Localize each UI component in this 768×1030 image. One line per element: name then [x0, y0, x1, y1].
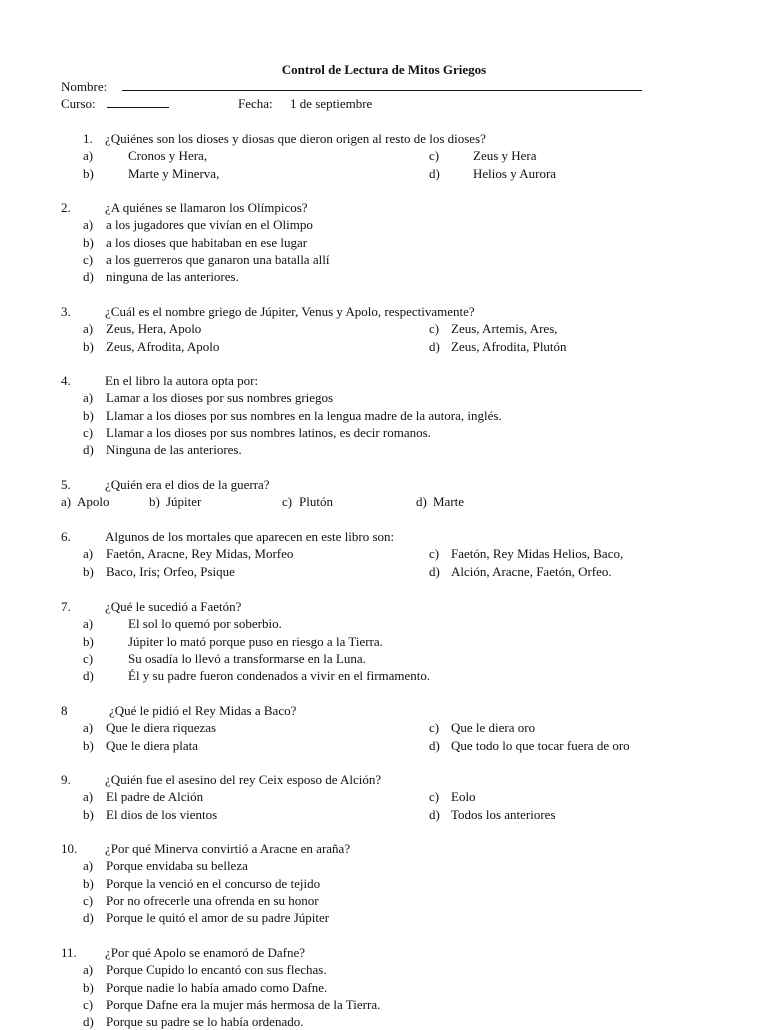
question-number: 4. — [61, 373, 71, 388]
option-row — [61, 806, 741, 823]
option-text[interactable]: Lamar a los dioses por sus nombres griegos — [106, 390, 334, 406]
option-text[interactable]: Porque la venció en el concurso de tejido — [106, 875, 321, 891]
option-text[interactable]: Baco, Iris; Orfeo, Psique — [106, 563, 235, 579]
option-row — [61, 493, 741, 510]
option-text[interactable]: Zeus, Afrodita, Apolo — [106, 338, 220, 354]
option-row — [61, 563, 741, 580]
option-text[interactable]: Faetón, Rey Midas Helios, Baco, — [451, 546, 624, 562]
option-letter: d) — [83, 1014, 94, 1030]
option-row — [61, 1013, 741, 1030]
question-number: 7. — [61, 599, 71, 614]
option-text[interactable]: Porque envidaba su belleza — [106, 858, 248, 874]
option-row — [61, 961, 741, 978]
question-stem — [61, 303, 741, 320]
question-number: 6. — [61, 529, 71, 544]
question-11 — [61, 944, 741, 1030]
option-letter: c) — [429, 720, 440, 736]
option-row — [61, 268, 741, 285]
question-stem — [61, 476, 741, 493]
option-text[interactable]: Ninguna de las anteriores. — [106, 442, 242, 458]
nombre-label: Nombre: — [61, 79, 108, 94]
nombre-field[interactable] — [122, 78, 642, 91]
question-text: ¿Quiénes son los dioses y diosas que dieron origen al resto de los dioses? — [105, 131, 486, 146]
option-row — [61, 650, 741, 667]
option-row — [61, 737, 741, 754]
option-letter: c) — [83, 892, 94, 908]
question-text: ¿Quién era el dios de la guerra? — [105, 477, 270, 492]
option-letter: b) — [83, 806, 94, 822]
option-text[interactable]: ninguna de las anteriores. — [106, 269, 239, 285]
option-letter: a) — [83, 720, 94, 736]
question-stem — [61, 771, 741, 788]
option-text[interactable]: Porque nadie lo había amado como Dafne. — [106, 979, 328, 995]
question-5 — [61, 476, 741, 511]
option-text[interactable]: a los guerreros que ganaron una batalla allí — [106, 251, 330, 267]
question-number: 11. — [61, 945, 77, 960]
option-row — [61, 788, 741, 805]
question-1 — [61, 130, 741, 182]
option-letter: c) — [429, 321, 440, 337]
option-row — [61, 338, 741, 355]
option-row — [61, 251, 741, 268]
option-text[interactable]: Cronos y Hera, — [128, 148, 208, 164]
option-letter: c) — [83, 650, 94, 666]
option-text[interactable]: Llamar a los dioses por sus nombres en la lengua madre de la autora, inglés. — [106, 407, 502, 423]
option-text[interactable]: Que le diera plata — [106, 737, 199, 753]
option-letter: b) — [83, 234, 94, 250]
option-letter: c) — [429, 789, 440, 805]
option-row — [61, 633, 741, 650]
question-stem — [61, 598, 741, 615]
option-letter: d) — [429, 165, 440, 181]
option-text[interactable]: Faetón, Aracne, Rey Midas, Morfeo — [106, 546, 294, 562]
option-text[interactable]: Porque su padre se lo había ordenado. — [106, 1014, 304, 1030]
option-text[interactable]: a los jugadores que vivían en el Olimpo — [106, 217, 313, 233]
question-stem — [61, 944, 741, 961]
option-letter: a) — [83, 148, 94, 164]
option-row — [61, 441, 741, 458]
option-letter: a) — [83, 390, 94, 406]
question-7 — [61, 598, 741, 684]
option-letter: a) — [83, 789, 94, 805]
question-2 — [61, 199, 741, 285]
option-letter: d) — [429, 563, 440, 579]
question-text: ¿Qué le sucedió a Faetón? — [105, 599, 242, 614]
question-6 — [61, 528, 741, 580]
option-text[interactable]: Que le diera oro — [451, 720, 536, 736]
option-letter: b) — [83, 338, 94, 354]
option-letter: d) — [83, 442, 94, 458]
option-row — [61, 857, 741, 874]
option-text[interactable]: Porque Cupido lo encantó con sus flechas. — [106, 962, 327, 978]
option-letter: a) — [83, 217, 94, 233]
question-9 — [61, 771, 741, 823]
fecha-label: Fecha: — [238, 96, 273, 111]
question-stem — [61, 372, 741, 389]
option-letter: a) — [83, 858, 94, 874]
option-letter: a) — [83, 962, 94, 978]
option-text[interactable]: Júpiter — [166, 494, 202, 510]
course-row — [61, 95, 461, 112]
question-number: 2. — [61, 200, 71, 215]
curso-field[interactable] — [107, 95, 169, 108]
question-text: ¿Por qué Apolo se enamoró de Dafne? — [105, 945, 305, 960]
option-text[interactable]: Por no ofrecerle una ofrenda en su honor — [106, 892, 319, 908]
option-letter: a) — [83, 546, 94, 562]
option-text[interactable]: El dios de los vientos — [106, 806, 218, 822]
option-letter: b) — [83, 979, 94, 995]
option-letter: d) — [429, 338, 440, 354]
option-text[interactable]: a los dioses que habitaban en ese lugar — [106, 234, 308, 250]
option-text[interactable]: Porque le quitó el amor de su padre Júpiter — [106, 910, 330, 926]
page-title: Control de Lectura de Mitos Griegos — [281, 62, 487, 77]
option-text[interactable]: Porque Dafne era la mujer más hermosa de la Tierra. — [106, 996, 381, 1012]
option-letter: a) — [83, 616, 94, 632]
option-text[interactable]: Marte — [433, 494, 465, 510]
option-row — [61, 389, 741, 406]
option-text[interactable]: Él y su padre fueron condenados a vivir en el firmamento. — [128, 668, 431, 684]
question-text: ¿Qué le pidió el Rey Midas a Baco? — [109, 703, 297, 718]
option-row — [61, 892, 741, 909]
option-row — [61, 320, 741, 337]
option-row — [61, 719, 741, 736]
option-text[interactable]: Todos los anteriores — [451, 806, 556, 822]
option-letter: c) — [83, 251, 94, 267]
option-letter: b) — [83, 563, 94, 579]
option-letter: b) — [149, 494, 160, 510]
option-text[interactable]: Su osadía lo llevó a transformarse en la Luna. — [128, 650, 366, 666]
option-letter: b) — [83, 633, 94, 649]
option-letter: d) — [83, 910, 94, 926]
option-row — [61, 909, 741, 926]
question-stem — [61, 199, 741, 216]
option-text[interactable]: Alción, Aracne, Faetón, Orfeo. — [451, 563, 612, 579]
option-letter: c) — [429, 148, 440, 164]
question-stem — [61, 130, 741, 147]
option-text[interactable]: Zeus y Hera — [473, 148, 537, 164]
option-letter: b) — [83, 875, 94, 891]
option-row — [61, 424, 741, 441]
option-letter: b) — [83, 407, 94, 423]
option-letter: c) — [83, 424, 94, 440]
option-text[interactable]: Llamar a los dioses por sus nombres latinos, es decir romanos. — [106, 424, 431, 440]
option-row — [61, 979, 741, 996]
option-letter: c) — [429, 546, 440, 562]
question-4 — [61, 372, 741, 458]
option-row — [61, 234, 741, 251]
option-letter: b) — [83, 165, 94, 181]
option-text[interactable]: Apolo — [77, 494, 110, 510]
question-stem — [61, 840, 741, 857]
option-text[interactable]: Zeus, Artemis, Ares, — [451, 321, 558, 337]
option-letter: d) — [416, 494, 427, 510]
question-text: ¿A quiénes se llamaron los Olímpicos? — [105, 200, 308, 215]
option-text[interactable]: Que todo lo que tocar fuera de oro — [451, 737, 630, 753]
question-8 — [61, 702, 741, 754]
option-letter: b) — [83, 737, 94, 753]
question-text: ¿Cuál es el nombre griego de Júpiter, Venus y Apolo, respectivamente? — [105, 304, 475, 319]
curso-label: Curso: — [61, 96, 96, 111]
option-text[interactable]: Zeus, Hera, Apolo — [106, 321, 202, 337]
question-text: En el libro la autora opta por: — [105, 373, 259, 388]
name-row — [61, 78, 107, 95]
option-letter: a) — [61, 494, 72, 510]
question-stem — [61, 528, 741, 545]
option-row — [61, 216, 741, 233]
option-row — [61, 996, 741, 1013]
option-text[interactable]: Júpiter lo mató porque puso en riesgo a la Tierra. — [128, 633, 383, 649]
option-text[interactable]: Eolo — [451, 789, 476, 805]
option-text[interactable]: Helios y Aurora — [473, 165, 557, 181]
question-10 — [61, 840, 741, 926]
question-text: ¿Quién fue el asesino del rey Ceix esposo de Alción? — [105, 772, 382, 787]
option-letter: c) — [282, 494, 293, 510]
question-number: 5. — [61, 477, 71, 492]
option-text[interactable]: Marte y Minerva, — [128, 165, 220, 181]
option-text[interactable]: Plutón — [299, 494, 333, 510]
question-number: 9. — [61, 772, 71, 787]
option-row — [61, 667, 741, 684]
question-text: Algunos de los mortales que aparecen en este libro son: — [105, 529, 395, 544]
question-number: 8 — [61, 703, 68, 718]
question-number: 1. — [83, 131, 93, 146]
question-3 — [61, 303, 741, 355]
fecha-value: 1 de septiembre — [290, 96, 373, 111]
option-letter: a) — [83, 321, 94, 337]
option-row — [61, 615, 741, 632]
question-number: 10. — [61, 841, 78, 856]
option-row — [61, 875, 741, 892]
option-letter: d) — [83, 668, 94, 684]
question-stem — [61, 702, 741, 719]
option-text[interactable]: El padre de Alción — [106, 789, 204, 805]
option-text[interactable]: Zeus, Afrodita, Plutón — [451, 338, 567, 354]
question-number: 3. — [61, 304, 71, 319]
option-letter: c) — [83, 996, 94, 1012]
option-text[interactable]: Que le diera riquezas — [106, 720, 217, 736]
option-row — [61, 147, 741, 164]
option-letter: d) — [83, 269, 94, 285]
option-letter: d) — [429, 737, 440, 753]
option-letter: d) — [429, 806, 440, 822]
question-text: ¿Por qué Minerva convirtió a Aracne en araña? — [105, 841, 351, 856]
option-row — [61, 545, 741, 562]
option-row — [61, 407, 741, 424]
option-row — [61, 165, 741, 182]
option-text[interactable]: El sol lo quemó por soberbio. — [128, 616, 282, 632]
